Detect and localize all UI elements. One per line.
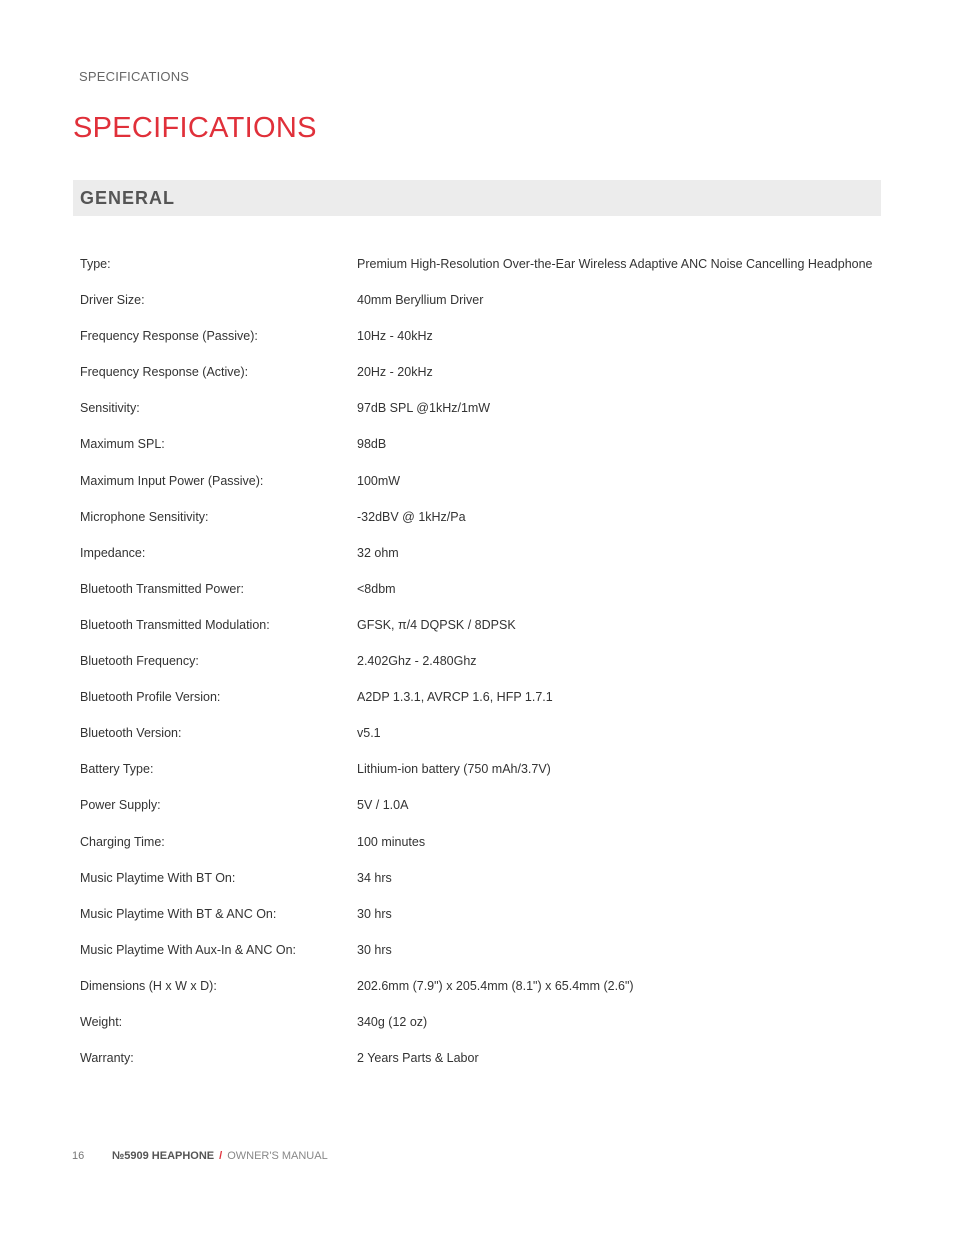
- section-title: GENERAL: [80, 188, 176, 208]
- spec-label: Power Supply:: [80, 798, 161, 813]
- spec-label: Maximum Input Power (Passive):: [80, 473, 264, 488]
- spec-row: [80, 355, 880, 391]
- spec-value: GFSK, π/4 DQPSK / 8DPSK: [357, 617, 516, 632]
- spec-row: [80, 644, 880, 680]
- footer-manual-title: OWNER'S MANUAL: [227, 1150, 328, 1162]
- spec-value: A2DP 1.3.1, AVRCP 1.6, HFP 1.7.1: [357, 690, 553, 705]
- spec-label: Charging Time:: [80, 834, 165, 849]
- spec-value: 340g (12 oz): [357, 1014, 428, 1029]
- spec-label: Warranty:: [80, 1051, 134, 1066]
- spec-row: [80, 283, 880, 319]
- spec-row: [80, 608, 880, 644]
- spec-row: [80, 969, 880, 1005]
- spec-row: [80, 536, 880, 572]
- spec-value: Premium High-Resolution Over-the-Ear Wireless Adaptive ANC Noise Cancelling Headphone: [357, 257, 873, 271]
- spec-row: [80, 825, 880, 861]
- spec-value: 100 minutes: [357, 834, 426, 849]
- spec-row: [80, 500, 880, 536]
- spec-row: [80, 861, 880, 897]
- spec-label: Weight:: [80, 1014, 123, 1029]
- running-header: SPECIFICATIONS: [79, 69, 190, 84]
- spec-value: 10Hz - 40kHz: [357, 329, 433, 344]
- section-bar-general: [73, 180, 881, 216]
- spec-label: Bluetooth Frequency:: [80, 654, 199, 669]
- spec-value: 2.402Ghz - 2.480Ghz: [357, 654, 477, 669]
- page-footer: [72, 1150, 328, 1162]
- spec-value: 2 Years Parts & Labor: [357, 1051, 479, 1066]
- spec-label: Music Playtime With BT On:: [80, 870, 236, 885]
- spec-value: 32 ohm: [357, 545, 399, 560]
- footer-separator: /: [219, 1150, 223, 1162]
- spec-row: [80, 572, 880, 608]
- spec-row: [80, 427, 880, 463]
- spec-value: v5.1: [357, 726, 381, 741]
- spec-value: -32dBV @ 1kHz/Pa: [357, 509, 466, 524]
- spec-row: [80, 1005, 880, 1041]
- spec-label: Sensitivity:: [80, 401, 140, 416]
- spec-label: Music Playtime With BT & ANC On:: [80, 906, 277, 921]
- spec-row: [80, 680, 880, 716]
- spec-row: [80, 464, 880, 500]
- spec-row: [80, 1041, 880, 1077]
- spec-value: 100mW: [357, 473, 401, 488]
- spec-row: [80, 788, 880, 824]
- spec-label: Driver Size:: [80, 293, 145, 308]
- page-number: 16: [72, 1150, 85, 1162]
- spec-row: [80, 391, 880, 427]
- spec-value: 34 hrs: [357, 870, 392, 885]
- spec-label: Bluetooth Transmitted Power:: [80, 581, 244, 596]
- spec-value: 5V / 1.0A: [357, 798, 409, 813]
- spec-row: [80, 319, 880, 355]
- spec-value: 98dB: [357, 437, 387, 452]
- spec-row: [80, 933, 880, 969]
- spec-value: 40mm Beryllium Driver: [357, 293, 484, 308]
- spec-value: 202.6mm (7.9") x 205.4mm (8.1") x 65.4mm (2.6"): [357, 978, 634, 993]
- page-title: SPECIFICATIONS: [73, 112, 317, 144]
- spec-label: Frequency Response (Passive):: [80, 329, 258, 344]
- spec-table: [80, 247, 880, 1077]
- spec-label: Dimensions (H x W x D):: [80, 978, 217, 993]
- spec-row: [80, 752, 880, 788]
- spec-label: Music Playtime With Aux-In & ANC On:: [80, 942, 297, 957]
- spec-label: Battery Type:: [80, 762, 154, 777]
- spec-value: 20Hz - 20kHz: [357, 365, 433, 380]
- spec-value: 30 hrs: [357, 906, 392, 921]
- spec-label: Bluetooth Version:: [80, 726, 182, 741]
- spec-label: Maximum SPL:: [80, 437, 165, 452]
- spec-label: Frequency Response (Active):: [80, 365, 249, 380]
- spec-label: Bluetooth Transmitted Modulation:: [80, 617, 270, 632]
- spec-row: [80, 897, 880, 933]
- spec-value: 97dB SPL @1kHz/1mW: [357, 401, 491, 416]
- spec-row: [80, 716, 880, 752]
- spec-row: [80, 247, 880, 283]
- spec-label: Bluetooth Profile Version:: [80, 690, 221, 705]
- spec-label: Microphone Sensitivity:: [80, 509, 209, 524]
- footer-product-name: №5909 HEAPHONE: [112, 1150, 215, 1162]
- spec-value: <8dbm: [357, 581, 396, 596]
- spec-value: 30 hrs: [357, 942, 392, 957]
- spec-label: Type:: [80, 257, 111, 271]
- spec-value: Lithium-ion battery (750 mAh/3.7V): [357, 762, 551, 777]
- spec-label: Impedance:: [80, 545, 146, 560]
